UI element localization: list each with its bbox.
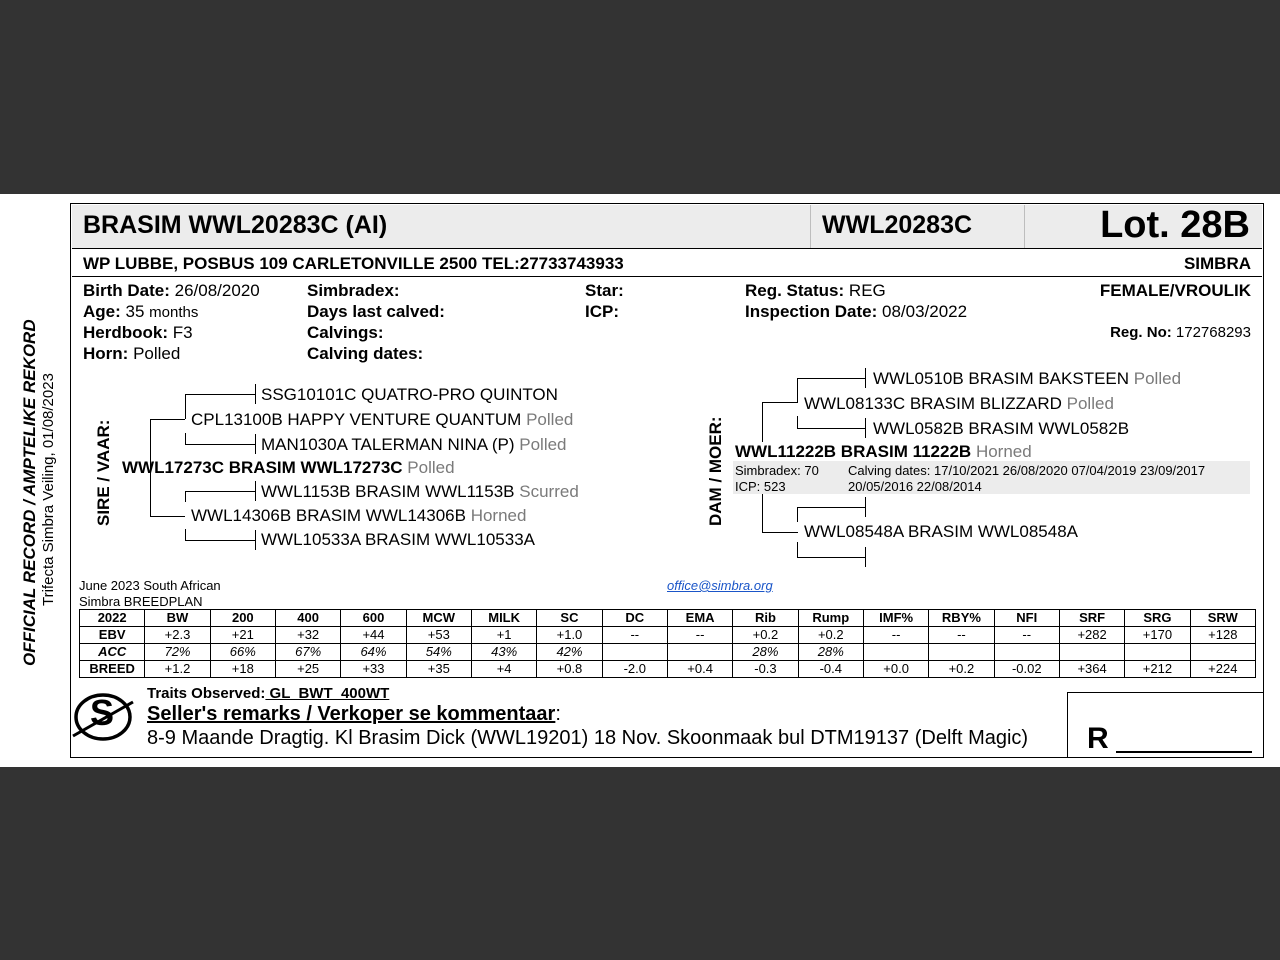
reg-status-label: Reg. Status: (745, 281, 845, 300)
sex-label: FEMALE/VROULIK (1099, 281, 1251, 300)
dam-sire-sire (873, 369, 1181, 389)
traits-observed (147, 685, 389, 702)
trait-cell: MCW (406, 610, 471, 627)
dam-horn: Horned (975, 442, 1032, 461)
trait-cell: +224 (1190, 661, 1255, 678)
pedigree-line (185, 529, 186, 540)
trait-cell: +1 (471, 627, 536, 644)
reg-status-value: REG (848, 281, 886, 300)
trait-cell: 64% (341, 644, 406, 661)
trait-cell: +212 (1125, 661, 1190, 678)
remarks-text: 8-9 Maande Dragtig. Kl Brasim Dick (WWL19201) 18 Nov. Skoonmaak bul DTM19137 (Delft Magic) (147, 727, 1029, 749)
sire-dam-sire-horn: Scurred (519, 482, 579, 501)
trait-cell: BW (145, 610, 210, 627)
owner-address: WP LUBBE, POSBUS 109 CARLETONVILLE 2500 TEL:27733743933 (83, 254, 624, 273)
trait-cell: +364 (1059, 661, 1124, 678)
inspection-date (745, 302, 967, 322)
pedigree-line (150, 516, 185, 517)
pedigree-line (797, 507, 865, 508)
trait-cell: -- (994, 627, 1059, 644)
pedigree-line (185, 444, 255, 445)
logo-letter: S (90, 692, 115, 733)
pedigree-line (762, 494, 763, 532)
pedigree-line (797, 542, 798, 557)
trait-cell: SRG (1125, 610, 1190, 627)
pedigree-line (185, 540, 255, 541)
icp-label: ICP: (585, 302, 619, 321)
trait-cell: -2.0 (602, 661, 667, 678)
birth-date-label: Birth Date: (83, 281, 170, 300)
dam-sire (804, 394, 1114, 414)
trait-cell: -- (863, 627, 928, 644)
trait-cell: 43% (471, 644, 536, 661)
age-label: Age: (83, 302, 121, 321)
animal-name: BRASIM WWL20283C (AI) (83, 211, 388, 239)
email-link[interactable]: office@simbra.org (667, 578, 773, 593)
age-unit: months (149, 304, 199, 321)
trait-cell: 400 (275, 610, 340, 627)
trait-cell (994, 644, 1059, 661)
birth-date (83, 281, 260, 301)
sire-sire-dam-horn: Polled (519, 435, 567, 454)
sire-dam-name: WWL14306B BRASIM WWL14306B (191, 506, 466, 525)
pedigree-line (762, 532, 798, 533)
pedigree-line (255, 434, 256, 454)
breedplan-title: June 2023 South African (79, 578, 221, 593)
trait-cell: 28% (798, 644, 863, 661)
trait-cell: +0.2 (929, 661, 994, 678)
traits-ebv-row (80, 627, 1256, 644)
trait-cell: +0.8 (537, 661, 602, 678)
trait-cell: SRW (1190, 610, 1255, 627)
dam-calving-dates-cont: 20/05/2016 22/08/2014 (848, 479, 982, 494)
calving-dates-label: Calving dates: (307, 344, 424, 363)
trait-cell: NFI (994, 610, 1059, 627)
trait-cell: +25 (275, 661, 340, 678)
sire-sire-dam-name: MAN1030A TALERMAN NINA (P) (261, 435, 515, 454)
sire-dam-horn: Horned (470, 506, 527, 525)
reg-no-value: 172768293 (1175, 324, 1251, 341)
trait-cell (1190, 644, 1255, 661)
trait-cell: DC (602, 610, 667, 627)
trait-cell: +1.2 (145, 661, 210, 678)
header-divider (1024, 205, 1025, 248)
trait-cell: EMA (667, 610, 732, 627)
dam-simbradex: Simbradex: 70 (735, 463, 819, 478)
trait-cell: +128 (1190, 627, 1255, 644)
sire-section-label: SIRE / VAAR: (94, 419, 113, 526)
sire-sire (191, 410, 573, 430)
age (83, 302, 198, 322)
pedigree-line (797, 378, 865, 379)
dam (735, 442, 1032, 462)
trait-cell: MILK (471, 610, 536, 627)
pedigree-line (185, 491, 255, 492)
trait-cell: SC (537, 610, 602, 627)
pedigree-line (185, 433, 186, 444)
trait-cell: -0.02 (994, 661, 1059, 678)
dam-sire-dam: WWL0582B BRASIM WWL0582B (873, 419, 1130, 438)
trait-cell (602, 644, 667, 661)
remarks-title (147, 703, 561, 726)
price-field[interactable] (1116, 751, 1252, 753)
trait-cell: +1.0 (537, 627, 602, 644)
remarks-heading: Seller's remarks / Verkoper se kommentaar (147, 703, 556, 725)
pedigree-line (865, 497, 866, 517)
sire-dam (191, 506, 526, 526)
pedigree-line (255, 384, 256, 404)
trait-cell: +4 (471, 661, 536, 678)
trait-cell: 72% (145, 644, 210, 661)
trait-cell: +0.0 (863, 661, 928, 678)
dam-sire-sire-horn: Polled (1133, 369, 1182, 388)
lot-number: Lot. 28B (1100, 204, 1250, 246)
trait-cell: +53 (406, 627, 471, 644)
trait-cell: +0.2 (733, 627, 798, 644)
pedigree-line (797, 428, 865, 429)
calvings-label: Calvings: (307, 323, 384, 342)
trait-cell: -- (667, 627, 732, 644)
sire-dam-sire (261, 482, 579, 502)
age-value: 35 (125, 302, 145, 321)
traits-header-row (80, 610, 1256, 627)
trait-cell: RBY% (929, 610, 994, 627)
dam-calving-dates: Calving dates: 17/10/2021 26/08/2020 07/04/2019 23/09/2017 (848, 463, 1206, 478)
pedigree-line (255, 530, 256, 550)
trait-row-label: EBV (80, 627, 145, 644)
pedigree-line (185, 491, 186, 502)
inspection-date-value: 08/03/2022 (881, 302, 968, 321)
dam-sire-sire-name: WWL0510B BRASIM BAKSTEEN (873, 369, 1130, 388)
trait-cell: 28% (733, 644, 798, 661)
reg-code: WWL20283C (822, 211, 973, 239)
herdbook-label: Herdbook: (83, 323, 168, 342)
official-record-label: OFFICIAL RECORD / AMPTELIKE REKORD (20, 319, 39, 666)
pedigree-line (762, 402, 763, 442)
trait-cell (1125, 644, 1190, 661)
sire-horn: Polled (407, 458, 455, 477)
dam-sire-name: WWL08133C BRASIM BLIZZARD (804, 394, 1062, 413)
pedigree-line (797, 416, 798, 428)
pedigree-line (150, 419, 185, 420)
trait-row-label: 2022 (80, 610, 145, 627)
sire-dam-sire-name: WWL1153B BRASIM WWL1153B (261, 482, 515, 501)
trait-cell: Rump (798, 610, 863, 627)
sire (122, 458, 455, 478)
pedigree-line (797, 378, 798, 402)
breedplan-subtitle: Simbra BREEDPLAN (79, 594, 203, 609)
traits-observed-label: Traits Observed: (147, 685, 266, 702)
trait-row-label: BREED (80, 661, 145, 678)
dam-icp: ICP: 523 (735, 479, 786, 494)
dam-sire-horn: Polled (1066, 394, 1114, 413)
horn-value: Polled (133, 344, 181, 363)
trait-cell: Rib (733, 610, 798, 627)
trait-cell (863, 644, 928, 661)
days-last-calved-label: Days last calved: (307, 302, 445, 321)
herdbook (83, 323, 193, 343)
sire-name: WWL17273C BRASIM WWL17273C (122, 458, 403, 477)
trait-cell: +35 (406, 661, 471, 678)
traits-acc-row (80, 644, 1256, 661)
trait-cell: 66% (210, 644, 275, 661)
pedigree-line (762, 402, 798, 403)
remarks-colon: : (555, 703, 561, 725)
trait-cell: +2.3 (145, 627, 210, 644)
trait-cell: 600 (341, 610, 406, 627)
pedigree-line (797, 557, 865, 558)
trait-cell (1059, 644, 1124, 661)
pedigree-line (255, 481, 256, 501)
reg-no (1110, 324, 1251, 341)
breed-label: SIMBRA (1183, 254, 1251, 273)
star-label: Star: (585, 281, 624, 300)
trait-cell (667, 644, 732, 661)
pedigree-line (865, 547, 866, 567)
trait-cell: -0.4 (798, 661, 863, 678)
trait-cell: -- (602, 627, 667, 644)
trait-cell: +0.4 (667, 661, 732, 678)
pedigree-line (185, 394, 186, 419)
trait-cell: 54% (406, 644, 471, 661)
pedigree-line (865, 418, 866, 438)
trait-cell: +170 (1125, 627, 1190, 644)
sire-sire-name: CPL13100B HAPPY VENTURE QUANTUM (191, 410, 522, 429)
trait-cell: 42% (537, 644, 602, 661)
pedigree-line (185, 394, 255, 395)
reg-status (745, 281, 886, 301)
trait-cell: 67% (275, 644, 340, 661)
trait-cell (929, 644, 994, 661)
simbradex-label: Simbradex: (307, 281, 400, 300)
owner-line-divider (72, 276, 1262, 277)
sire-sire-sire: SSG10101C QUATRO-PRO QUINTON (261, 385, 558, 404)
trait-row-label: ACC (80, 644, 145, 661)
trait-cell: +33 (341, 661, 406, 678)
dam-dam: WWL08548A BRASIM WWL08548A (804, 522, 1079, 541)
sire-sire-horn: Polled (526, 410, 574, 429)
horn (83, 344, 180, 364)
trait-cell: SRF (1059, 610, 1124, 627)
trait-cell: +44 (341, 627, 406, 644)
dam-section-label: DAM / MOER: (706, 416, 725, 526)
pedigree-line (865, 368, 866, 388)
horn-label: Horn: (83, 344, 129, 363)
trait-cell: IMF% (863, 610, 928, 627)
herdbook-value: F3 (172, 323, 193, 342)
trait-cell: +21 (210, 627, 275, 644)
trait-cell: +0.2 (798, 627, 863, 644)
traits-observed-value: GL BWT 400WT (265, 685, 390, 702)
trait-cell: -- (929, 627, 994, 644)
trait-cell: +18 (210, 661, 275, 678)
trait-cell: 200 (210, 610, 275, 627)
sale-label: Trifecta Simbra Veiling, 01/08/2023 (40, 373, 57, 606)
pedigree-line (797, 507, 798, 522)
trait-cell: -0.3 (733, 661, 798, 678)
sire-dam-dam: WWL10533A BRASIM WWL10533A (261, 530, 536, 549)
inspection-date-label: Inspection Date: (745, 302, 878, 321)
traits-table (79, 609, 1256, 678)
header-divider (810, 205, 811, 248)
birth-date-value: 26/08/2020 (174, 281, 260, 300)
price-label: R (1087, 722, 1109, 755)
trait-cell: +32 (275, 627, 340, 644)
sire-sire-dam (261, 435, 567, 455)
reg-no-label: Reg. No: (1110, 324, 1172, 341)
dam-name: WWL11222B BRASIM 11222B (735, 442, 972, 461)
traits-breed-row (80, 661, 1256, 678)
trait-cell: +282 (1059, 627, 1124, 644)
